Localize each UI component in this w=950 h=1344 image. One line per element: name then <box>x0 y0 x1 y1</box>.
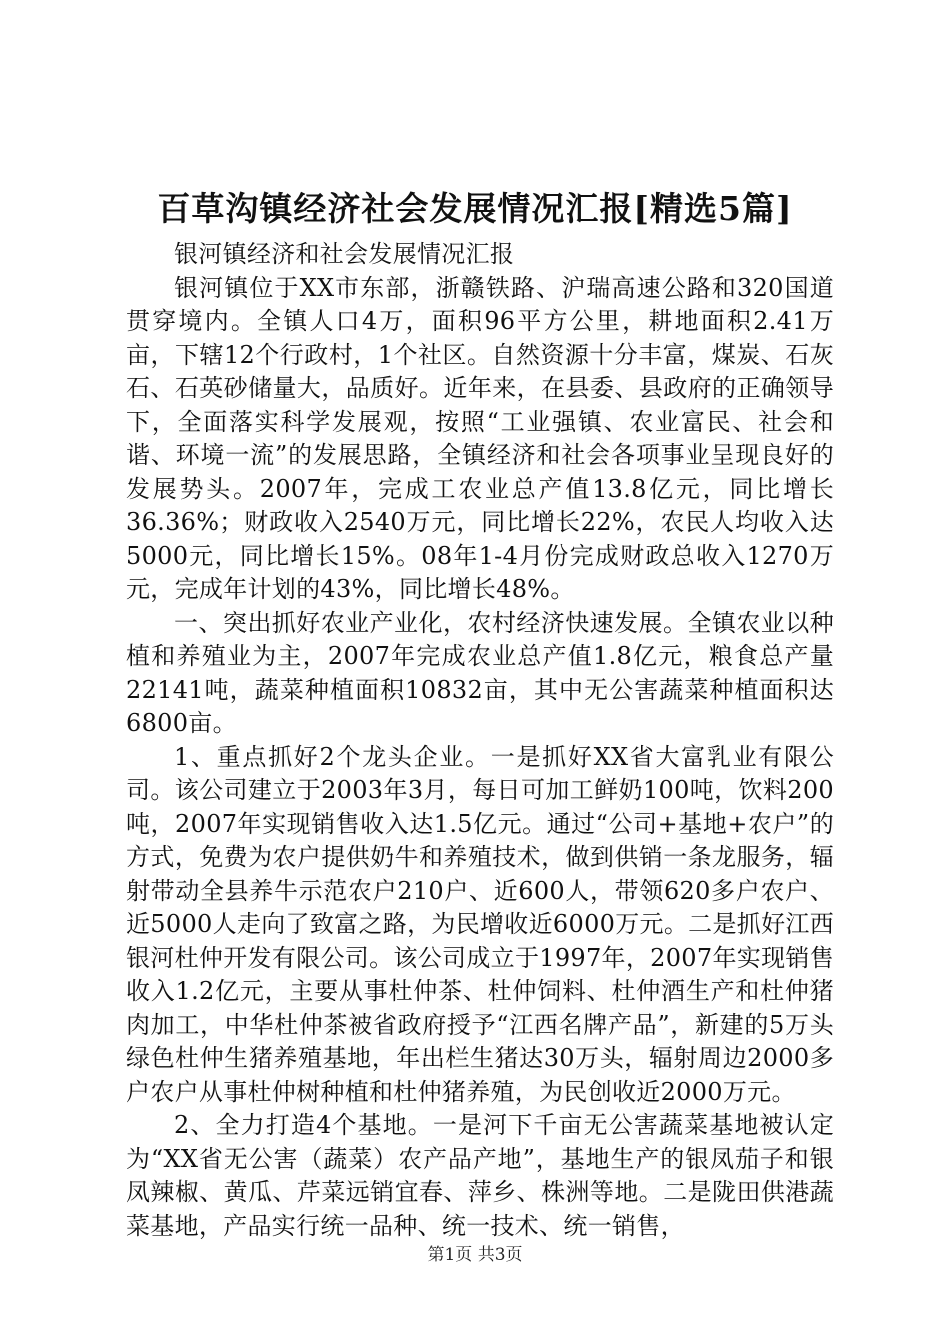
page-footer: 第1页 共3页 <box>427 1245 523 1265</box>
document-title: 百草沟镇经济社会发展情况汇报[精选5篇] <box>157 189 793 228</box>
paragraph-bases: 2、全力打造4个基地。一是河下千亩无公害蔬菜基地被认定为“XX省无公害（蔬菜）农产品产地”，基地生产的银凤茄子和银凤辣椒、黄瓜、芹菜远销宜春、萍乡、株洲等地。二是陇田供港蔬菜基地，产品实行统一品种、统一技术、统一销售， <box>126 1111 834 1240</box>
paragraph-enterprises: 1、重点抓好2个龙头企业。一是抓好XX省大富乳业有限公司。该公司建立于2003年3月，每日可加工鲜奶100吨，饮料200吨，2007年实现销售收入达1.5亿元。通过“公司+基地+农户”的方式，免费为农户提供奶牛和养殖技术，做到供销一条龙服务，辐射带动全县养牛示范农户210户、近600人，带领620多户农户、近5000人走向了致富之路，为民增收近6000万元。二是抓好江西银河杜仲开发有限公司。该公司成立于1997年，2007年实现销售收入1.2亿元，主要从事杜仲茶、杜仲饲料、杜仲酒生产和杜仲猪肉加工，中华杜仲茶被省政府授予“江西名牌产品”，新建的5万头绿色杜仲生猪养殖基地，年出栏生猪达30万头，辐射周边2000多户农户从事杜仲树种植和杜仲猪养殖，为民创收近2000万元。 <box>126 742 834 1106</box>
paragraph-section-one: 一、突出抓好农业产业化，农村经济快速发展。全镇农业以种植和养殖业为主，2007年完成农业总产值1.8亿元，粮食总产量22141吨，蔬菜种植面积10832亩，其中无公害蔬菜种植面积达6800亩。 <box>126 608 834 737</box>
paragraph-overview: 银河镇位于XX市东部，浙赣铁路、沪瑞高速公路和320国道贯穿境内。全镇人口4万，面积96平方公里，耕地面积2.41万亩，下辖12个行政村，1个社区。自然资源十分丰富，煤炭、石灰石、石英砂储量大，品质好。近年来，在县委、县政府的正确领导下，全面落实科学发展观，按照“工业强镇、农业富民、社会和谐、环境一流”的发展思路，全镇经济和社会各项事业呈现良好的发展势头。2007年，完成工农业总产值13.8亿元，同比增长36.36%；财政收入2540万元，同比增长22%，农民人均收入达5000元，同比增长15%。08年1-4月份完成财政总收入1270万元，完成年计划的43%，同比增长48%。 <box>126 273 834 603</box>
paragraph-subtitle: 银河镇经济和社会发展情况汇报 <box>174 240 515 268</box>
document-body <box>126 238 834 1243</box>
